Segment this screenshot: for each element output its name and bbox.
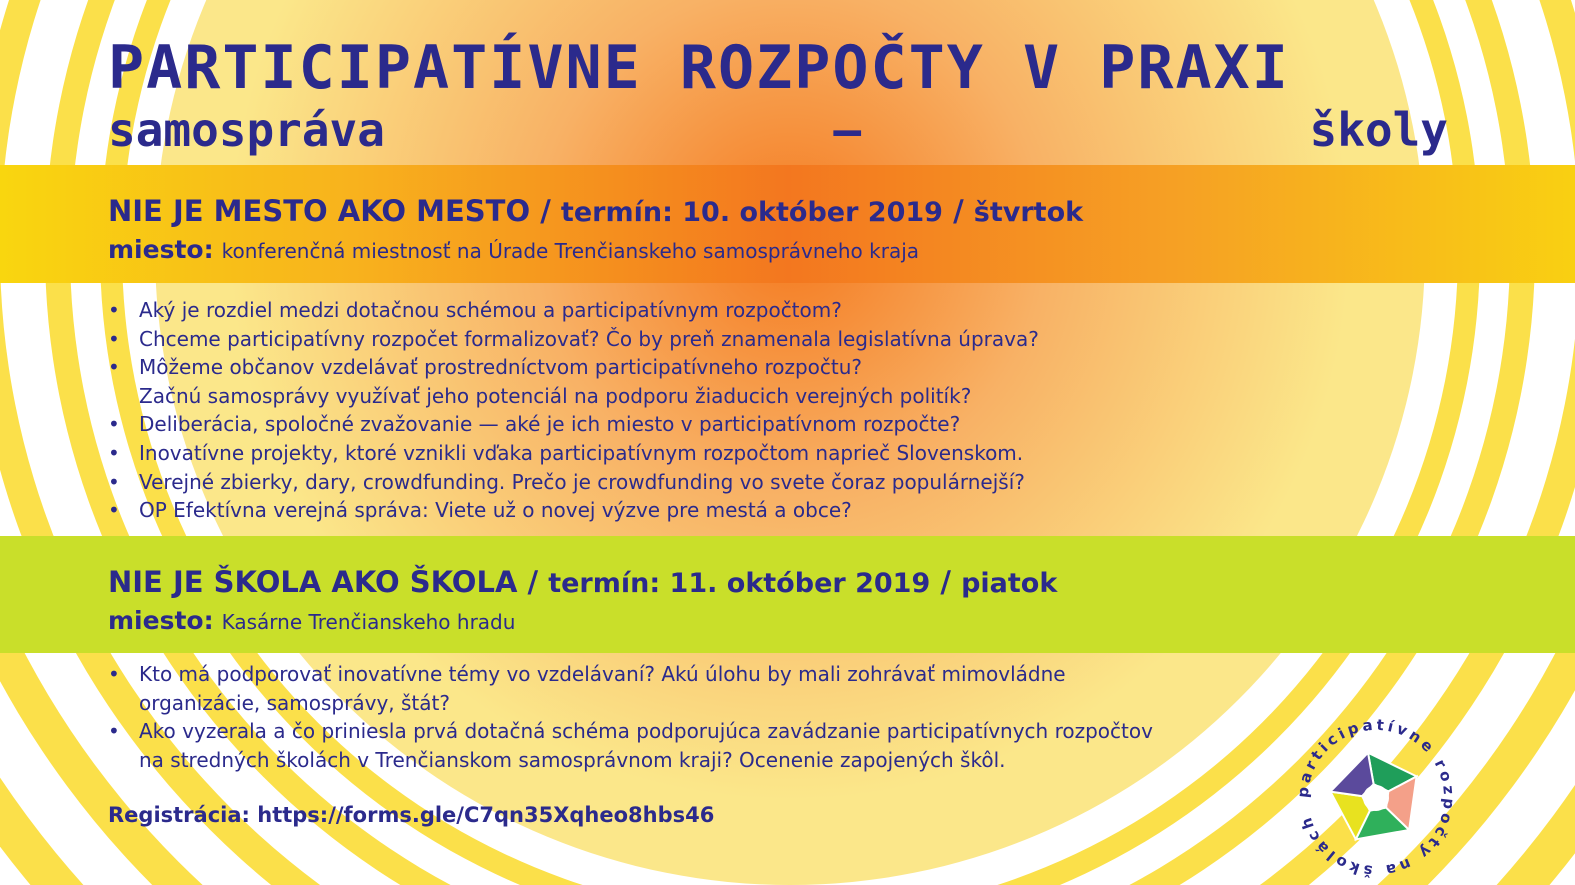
event1-place-row	[108, 233, 1555, 268]
list-item: • Inovatívne projekty, ktoré vznikli vďaka participatívnym rozpočtom naprieč Slovenskom.	[108, 439, 1039, 468]
event1-separator: /	[540, 194, 551, 228]
list-item: • Verejné zbierky, dary, crowdfunding. Prečo je crowdfunding vo svete čoraz populárnejší?	[108, 468, 1039, 497]
event2-place: Kasárne Trenčianskeho hradu	[221, 610, 516, 634]
event1-day: štvrtok	[973, 197, 1084, 228]
page-title: PARTICIPATÍVNE ROZPOČTY V PRAXI	[108, 33, 1290, 103]
event2-name: NIE JE ŠKOLA AKO ŠKOLA	[108, 565, 518, 599]
list-item: • Aký je rozdiel medzi dotačnou schémou a participatívnym rozpočtom?	[108, 296, 1039, 325]
event1-place: konferenčná miestnosť na Úrade Trenčianskeho samosprávneho kraja	[221, 239, 920, 263]
list-item-continuation: Začnú samosprávy využívať jeho potenciál na podporu žiaducich verejných politík?	[139, 383, 972, 408]
event1-name: NIE JE MESTO AKO MESTO	[108, 194, 531, 228]
list-item: • Kto má podporovať inovatívne témy vo vzdelávaní? Akú úlohu by mali zohrávať mimovládne	[108, 660, 1153, 689]
list-item: • Ako vyzerala a čo priniesla prvá dotačná schéma podporujúca zavádzanie participatívnych rozpočtov	[108, 717, 1153, 746]
registration	[108, 800, 714, 830]
event2-separator: /	[527, 565, 539, 599]
registration-label: Registrácia:	[108, 803, 250, 827]
event2-day: piatok	[961, 568, 1058, 599]
list-item: • Chceme participatívny rozpočet formalizovať? Čo by preň znamenala legislatívna úprava?	[108, 325, 1039, 354]
event1-band	[0, 165, 1575, 283]
event1-date: termín: 10. október 2019	[560, 197, 943, 228]
list-item: • OP Efektívna verejná správa: Viete už o novej výzve pre mestá a obce?	[108, 496, 1039, 525]
event2-band	[0, 536, 1575, 653]
list-item-continuation: organizácie, samosprávy, štát?	[139, 690, 450, 715]
list-item: • Deliberácia, spoločné zvažovanie — aké je ich miesto v participatívnom rozpočte?	[108, 410, 1039, 439]
event2-separator-2: /	[940, 565, 951, 599]
event2-place-label: miesto:	[108, 606, 214, 635]
event2-heading	[108, 562, 1555, 604]
event2-topics	[108, 660, 1153, 774]
list-item: • Môžeme občanov vzdelávať prostredníctvom participatívneho rozpočtu?	[108, 353, 1039, 382]
registration-link[interactable]: https://forms.gle/C7qn35Xqheo8hbs46	[257, 803, 715, 827]
event2-place-row	[108, 604, 1555, 639]
page-subtitle: samospráva — školy	[108, 103, 1448, 157]
logo-ring-text: participatívne rozpočty na školách	[1293, 715, 1459, 881]
event1-heading	[108, 191, 1555, 233]
event1-place-label: miesto:	[108, 235, 214, 264]
logo	[1290, 712, 1462, 884]
event1-separator-2: /	[953, 194, 964, 228]
list-item-continuation: na stredných školách v Trenčianskom samosprávnom kraji? Ocenenie zapojených škôl.	[139, 747, 1006, 772]
event2-date: termín: 11. október 2019	[548, 568, 931, 599]
event1-topics	[108, 296, 1039, 525]
